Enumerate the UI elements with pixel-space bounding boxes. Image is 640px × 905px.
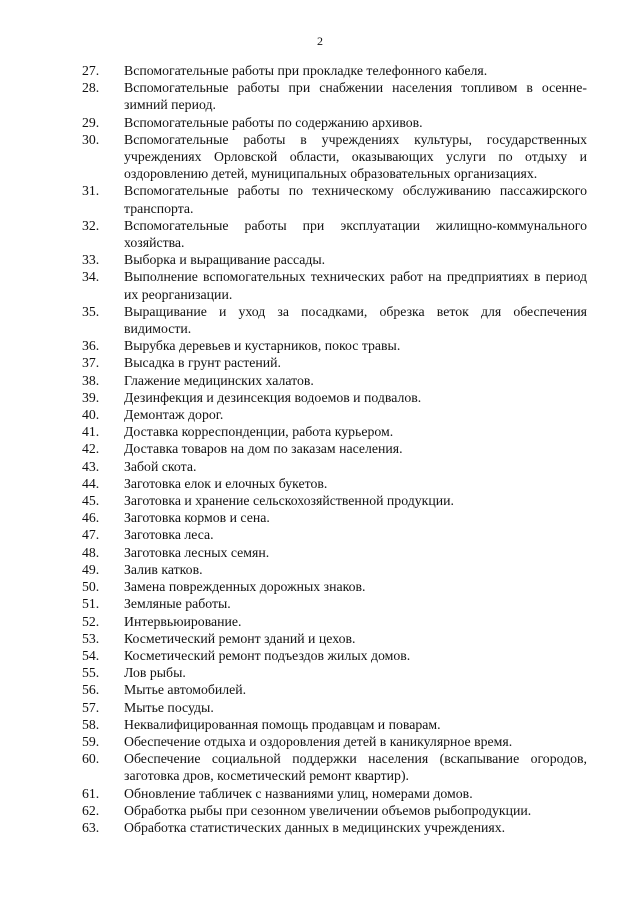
list-item bbox=[82, 544, 587, 561]
list-item bbox=[82, 561, 587, 578]
item-text: Дезинфекция и дезинсекция водоемов и подвалов. bbox=[124, 389, 422, 405]
item-number: 63. bbox=[82, 819, 100, 835]
list-item bbox=[82, 509, 587, 526]
item-number: 50. bbox=[82, 579, 100, 595]
list-item bbox=[82, 681, 587, 698]
item-number: 37. bbox=[82, 355, 100, 371]
item-number: 32. bbox=[82, 217, 100, 233]
item-number: 28. bbox=[82, 80, 100, 96]
item-text: Заготовка и хранение сельскохозяйственной продукции. bbox=[124, 493, 454, 509]
item-number: 34. bbox=[82, 269, 100, 285]
item-text: Высадка в грунт растений. bbox=[124, 355, 281, 371]
item-number: 58. bbox=[82, 716, 100, 732]
item-number: 53. bbox=[82, 630, 100, 646]
item-text: Заготовка кормов и сена. bbox=[124, 510, 270, 526]
item-text: Вспомогательные работы при снабжении населения топливом в осенне-зимний период. bbox=[124, 80, 587, 113]
list-item bbox=[82, 182, 587, 216]
item-text: Мытье автомобилей. bbox=[124, 682, 247, 698]
item-number: 46. bbox=[82, 510, 100, 526]
list-item bbox=[82, 630, 587, 647]
list-item bbox=[82, 217, 587, 251]
item-number: 49. bbox=[82, 561, 100, 577]
item-number: 51. bbox=[82, 596, 100, 612]
item-number: 44. bbox=[82, 475, 100, 491]
item-number: 35. bbox=[82, 303, 100, 319]
item-number: 40. bbox=[82, 407, 100, 423]
item-text: Доставка корреспонденции, работа курьером. bbox=[124, 424, 394, 440]
item-text: Залив катков. bbox=[124, 561, 203, 577]
item-text: Заготовка елок и елочных букетов. bbox=[124, 475, 328, 491]
item-number: 27. bbox=[82, 63, 100, 78]
item-text: Выборка и выращивание рассады. bbox=[124, 252, 326, 268]
list-item bbox=[82, 664, 587, 681]
item-number: 30. bbox=[82, 131, 100, 147]
list-item bbox=[82, 62, 587, 79]
item-number: 45. bbox=[82, 493, 100, 509]
list-item bbox=[82, 578, 587, 595]
list-item bbox=[82, 389, 587, 406]
item-text: Обновление табличек с названиями улиц, номерами домов. bbox=[124, 785, 473, 801]
item-text: Обеспечение социальной поддержки населения (вскапывание огородов, заготовка дров, косметический ремонт квартир). bbox=[124, 751, 587, 784]
item-number: 39. bbox=[82, 389, 100, 405]
list-item bbox=[82, 802, 587, 819]
item-text: Мытье посуды. bbox=[124, 699, 214, 715]
item-number: 59. bbox=[82, 733, 100, 749]
list-item bbox=[82, 458, 587, 475]
item-number: 52. bbox=[82, 613, 100, 629]
list-item bbox=[82, 613, 587, 630]
work-list bbox=[82, 62, 587, 836]
list-item bbox=[82, 716, 587, 733]
item-text: Обеспечение отдыха и оздоровления детей в каникулярное время. bbox=[124, 733, 513, 749]
item-number: 29. bbox=[82, 114, 100, 130]
item-number: 55. bbox=[82, 665, 100, 681]
item-text: Выполнение вспомогательных технических работ на предприятиях в период их реорганизации. bbox=[124, 269, 587, 302]
item-text: Обработка статистических данных в медицинских учреждениях. bbox=[124, 819, 506, 835]
list-item bbox=[82, 131, 587, 183]
item-number: 38. bbox=[82, 372, 100, 388]
item-text: Лов рыбы. bbox=[124, 665, 186, 681]
item-text: Косметический ремонт зданий и цехов. bbox=[124, 630, 356, 646]
item-number: 60. bbox=[82, 751, 100, 767]
item-text: Вспомогательные работы при эксплуатации жилищно-коммунального хозяйства. bbox=[124, 217, 587, 251]
item-text: Земляные работы. bbox=[124, 596, 231, 612]
list-item bbox=[82, 750, 587, 784]
list-item bbox=[82, 337, 587, 354]
item-number: 48. bbox=[82, 544, 100, 560]
list-item bbox=[82, 699, 587, 716]
item-number: 42. bbox=[82, 441, 100, 457]
list-item bbox=[82, 595, 587, 612]
item-text: Заготовка лесных семян. bbox=[124, 544, 270, 560]
item-text: Обработка рыбы при сезонном увеличении объемов рыбопродукции. bbox=[124, 802, 532, 818]
list-item bbox=[82, 785, 587, 802]
list-item bbox=[82, 79, 587, 113]
item-text: Глажение медицинских халатов. bbox=[124, 372, 314, 388]
item-text: Забой скота. bbox=[124, 458, 197, 474]
item-text: Вспомогательные работы в учреждениях культуры, государственных учреждениях Орловской области, оказывающих услуги по отдыху и оздоровлению детей, муниципальных образовательных организациях. bbox=[124, 131, 587, 182]
list-item bbox=[82, 372, 587, 389]
item-number: 33. bbox=[82, 252, 100, 268]
item-number: 62. bbox=[82, 802, 100, 818]
item-text: Замена поврежденных дорожных знаков. bbox=[124, 579, 366, 595]
list-item bbox=[82, 440, 587, 457]
item-text: Вспомогательные работы по техническому обслуживанию пассажирского транспорта. bbox=[124, 183, 587, 216]
item-text: Демонтаж дорог. bbox=[124, 407, 224, 423]
item-number: 54. bbox=[82, 647, 100, 663]
list-item bbox=[82, 354, 587, 371]
list-item bbox=[82, 647, 587, 664]
item-text: Вырубка деревьев и кустарников, покос травы. bbox=[124, 338, 401, 354]
item-text: Неквалифицированная помощь продавцам и поварам. bbox=[124, 716, 441, 732]
item-number: 56. bbox=[82, 682, 100, 698]
list-item bbox=[82, 268, 587, 302]
list-item bbox=[82, 475, 587, 492]
list-item bbox=[82, 303, 587, 337]
list-item bbox=[82, 423, 587, 440]
list-item bbox=[82, 114, 587, 131]
list-item bbox=[82, 251, 587, 268]
page-number: 2 bbox=[317, 34, 323, 48]
item-text: Вспомогательные работы по содержанию архивов. bbox=[124, 114, 423, 130]
item-text: Вспомогательные работы при прокладке телефонного кабеля. bbox=[124, 63, 488, 78]
item-number: 43. bbox=[82, 458, 100, 474]
list-item bbox=[82, 733, 587, 750]
item-number: 61. bbox=[82, 785, 100, 801]
item-number: 41. bbox=[82, 424, 100, 440]
list-item bbox=[82, 526, 587, 543]
item-text: Заготовка леса. bbox=[124, 527, 214, 543]
item-number: 57. bbox=[82, 699, 100, 715]
list-item bbox=[82, 819, 587, 836]
item-number: 31. bbox=[82, 183, 100, 199]
item-text: Интервьюирование. bbox=[124, 613, 242, 629]
item-text: Доставка товаров на дом по заказам населения. bbox=[124, 441, 403, 457]
item-number: 47. bbox=[82, 527, 100, 543]
list-item bbox=[82, 406, 587, 423]
item-number: 36. bbox=[82, 338, 100, 354]
item-text: Косметический ремонт подъездов жилых домов. bbox=[124, 647, 411, 663]
item-text: Выращивание и уход за посадками, обрезка веток для обеспечения видимости. bbox=[124, 303, 587, 337]
list-item bbox=[82, 492, 587, 509]
